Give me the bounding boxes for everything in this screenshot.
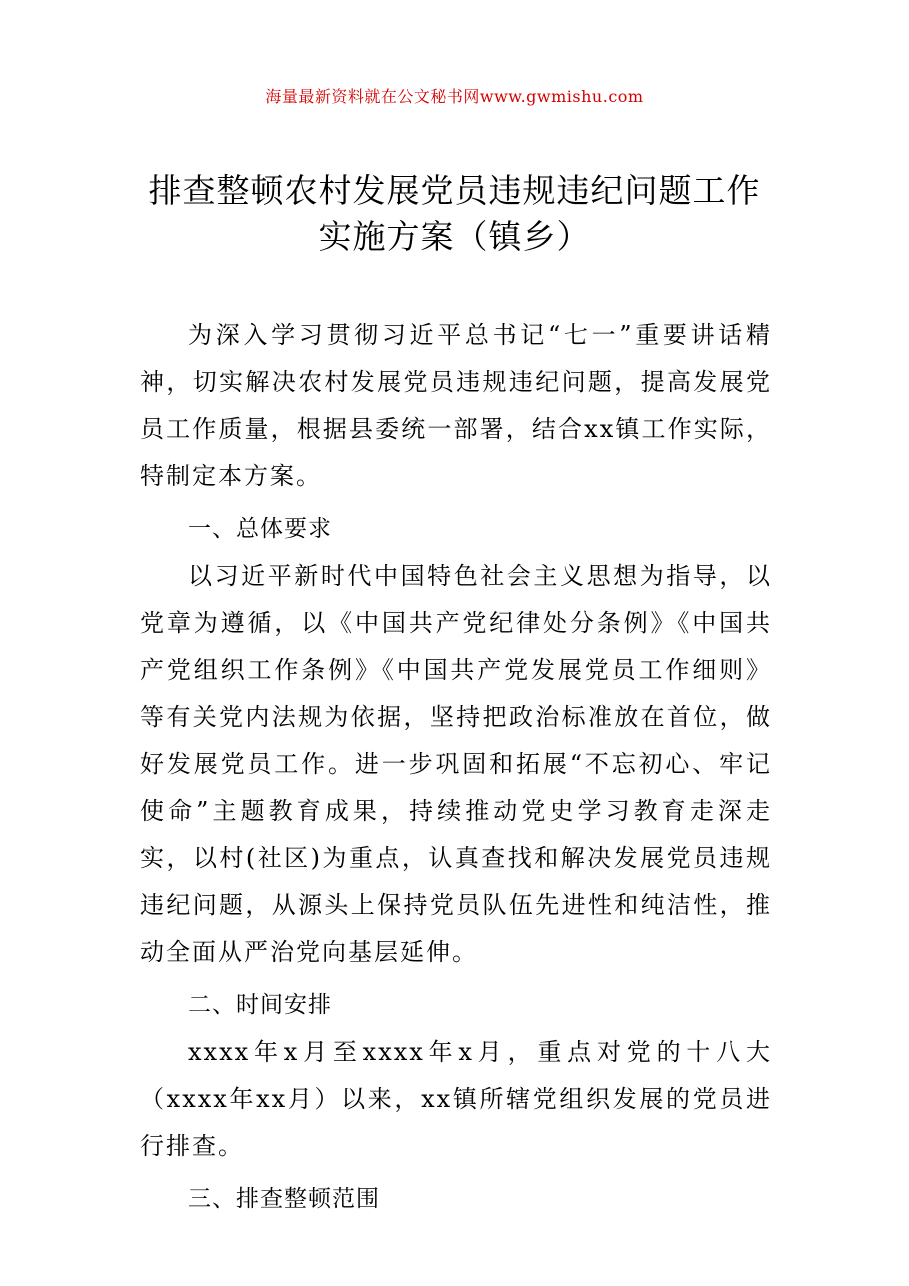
section-paragraph-2: xxxx年x月至xxxx年x月，重点对党的十八大（xxxx年xx月）以来，xx镇所辖党组织发展的党员进行排查。 [140, 1038, 772, 1160]
section-paragraph-1: 以习近平新时代中国特色社会主义思想为指导，以党章为遵循，以《中国共产党纪律处分条例》《中国共产党组织工作条例》《中国共产党发展党员工作细则》等有关党内法规为依据，坚持把政治标准放在首位，做好发展党员工作。进一步巩固和拓展“不忘初心、牢记使命”主题教育成果，持续推动党史学习教育走深走实，以村(社区)为重点，认真查找和解决发展党员违规违纪问题，从源头上保持党员队伍先进性和纯洁性，推动全面从严治党向基层延伸。 [140, 562, 772, 966]
title-line-1: 排查整顿农村发展党员违规违纪问题工作 [148, 171, 761, 210]
title-line-2: 实施方案（镇乡） [318, 217, 591, 256]
intro-paragraph: 为深入学习贯彻习近平总书记“七一”重要讲话精神，切实解决农村发展党员违规违纪问题，提高发展党员工作质量，根据县委统一部署，结合xx镇工作实际，特制定本方案。 [140, 321, 772, 490]
section-heading-2: 二、时间安排 [188, 992, 332, 1018]
section-heading-1: 一、总体要求 [188, 516, 332, 542]
header-link[interactable]: 海量最新资料就在公文秘书网www.gwmishu.com [265, 87, 644, 106]
document-title [100, 168, 809, 260]
document-body [140, 312, 772, 1223]
section-heading-3: 三、排查整顿范围 [188, 1186, 380, 1212]
